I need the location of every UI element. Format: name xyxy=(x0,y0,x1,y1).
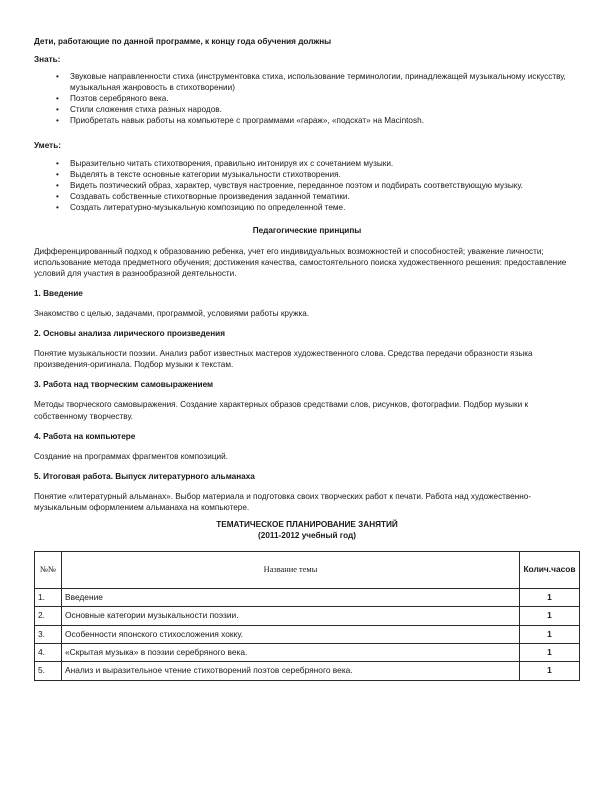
row-topic: Особенности японского стихосложения хокку. xyxy=(62,625,520,643)
list-item: • Создать литературно-музыкальную композицию по определенной теме. xyxy=(70,202,580,213)
list-item: • Звуковые направленности стиха (инструментовка стиха, использование терминологии, принадлежащей музыкальному искусству, музыкальная жанровость в стихотворении) xyxy=(70,71,580,93)
row-hours: 1 xyxy=(520,625,580,643)
principles-title: Педагогические принципы xyxy=(252,225,362,235)
table-row xyxy=(35,625,580,643)
able-list xyxy=(34,158,580,213)
header-number: №№ xyxy=(35,551,62,588)
intro-heading: Дети, работающие по данной программе, к концу года обучения должны xyxy=(34,37,332,46)
list-item: • Поэтов серебряного века. xyxy=(70,93,580,104)
table-subtitle: (2011-2012 учебный год) xyxy=(258,531,356,541)
row-hours: 1 xyxy=(520,662,580,680)
row-number: 1. xyxy=(35,588,62,606)
row-number: 4. xyxy=(35,643,62,661)
planning-table xyxy=(34,551,580,681)
list-item: • Создавать собственные стихотворные произведения заданной тематики. xyxy=(70,191,580,202)
able-label: Уметь: xyxy=(34,141,61,151)
section-heading: 5. Итоговая работа. Выпуск литературного альманаха xyxy=(34,471,255,481)
row-topic: «Скрытая музыка» в поэзии серебряного века. xyxy=(62,643,520,661)
header-hours: Колич.часов xyxy=(520,551,580,588)
section-heading: 4. Работа на компьютере xyxy=(34,431,136,441)
section-text: Знакомство с целью, задачами, программой, условиями работы кружка. xyxy=(34,309,310,319)
section-text: Методы творческого самовыражения. Создание характерных образов средствами слов, рисунков, фотографии. Подбор музыки к собственному творчеству. xyxy=(34,400,529,421)
section-heading: 2. Основы анализа лирического произведения xyxy=(34,329,225,339)
know-label: Знать: xyxy=(34,55,61,65)
table-row xyxy=(35,588,580,606)
list-item: • Выразительно читать стихотворения, правильно интонируя их с сочетанием музыки. xyxy=(70,158,580,169)
row-topic: Основные категории музыкальности поэзии. xyxy=(62,607,520,625)
list-item: • Приобретать навык работы на компьютере с программами «гараж», «подскат» на Macintosh. xyxy=(70,115,580,126)
know-list xyxy=(34,71,580,126)
section-heading: 3. Работа над творческим самовыражением xyxy=(34,380,214,390)
principles-text: Дифференцированный подход к образованию ребенка, учет его индивидуальных возможностей и способностей; уважение личности; использование метода предметного обучения; достижения качества, самостоятельного поиска художественного решения: предоставление условий для участия в разнообразной деятельности. xyxy=(34,246,567,278)
section-text: Понятие музыкальности поэзии. Анализ работ известных мастеров художественного слова. Средства передачи образности языка произведения-оригинала. Подбор музыки к текстам. xyxy=(34,349,533,370)
section-text: Создание на программах фрагментов композиций. xyxy=(34,451,228,461)
list-item: • Стили сложения стиха разных народов. xyxy=(70,104,580,115)
document-page xyxy=(34,36,580,681)
row-number: 2. xyxy=(35,607,62,625)
table-title: ТЕМАТИЧЕСКОЕ ПЛАНИРОВАНИЕ ЗАНЯТИЙ xyxy=(216,519,398,529)
table-row xyxy=(35,607,580,625)
list-item: • Выделять в тексте основные категории музыкальности стихотворения. xyxy=(70,169,580,180)
table-row xyxy=(35,643,580,661)
list-item: • Видеть поэтический образ, характер, чувствуя настроение, переданное поэтом и подбирать соответствующую музыку. xyxy=(70,180,580,191)
row-topic: Введение xyxy=(62,588,520,606)
row-number: 3. xyxy=(35,625,62,643)
row-hours: 1 xyxy=(520,588,580,606)
section-text: Понятие «литературный альманах». Выбор материала и подготовка своих творческих работ к печати. Работа над художественно-музыкальным оформлением альманаха на компьютере. xyxy=(34,491,532,512)
row-hours: 1 xyxy=(520,607,580,625)
row-topic: Анализ и выразительное чтение стихотворений поэтов серебряного века. xyxy=(62,662,520,680)
row-number: 5. xyxy=(35,662,62,680)
header-topic: Название темы xyxy=(62,551,520,588)
table-row xyxy=(35,662,580,680)
row-hours: 1 xyxy=(520,643,580,661)
section-heading: 1. Введение xyxy=(34,289,83,299)
